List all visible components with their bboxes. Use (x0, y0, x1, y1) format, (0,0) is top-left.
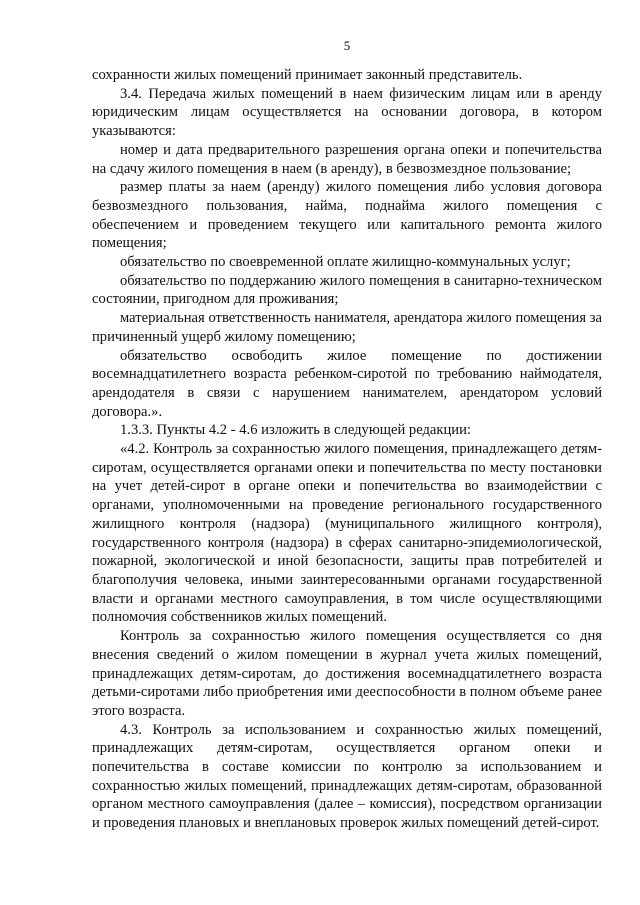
list-item-vacate: обязательство освободить жилое помещение по достижении восемнадцатилетнего возраста ребенком-сиротой по требованию наймодателя, арендодателя в связи с нарушением нанимателем, арендатором условий договора.». (92, 347, 602, 420)
paragraph-3-4: 3.4. Передача жилых помещений в наем физическим лицам или в аренду юридическим лицам осуществляется на основании договора, в котором указываются: (92, 85, 602, 140)
list-item-maintenance: обязательство по поддержанию жилого помещения в санитарно-техническом состоянии, пригодном для проживания; (92, 272, 602, 308)
paragraph-1-3-3: 1.3.3. Пункты 4.2 - 4.6 изложить в следующей редакции: (120, 422, 471, 439)
page-number: 5 (343, 38, 351, 53)
list-item-payment: размер платы за наем (аренду) жилого помещения либо условия договора безвозмездного пользования, найма, поднайма жилого помещения с обеспечением и проведением текущего или капитального ремонта жилого помещения; (92, 179, 602, 252)
list-item-liability: материальная ответственность нанимателя, арендатора жилого помещения за причиненный ущерб жилому помещению; (92, 310, 602, 345)
list-item-permission: номер и дата предварительного разрешения органа опеки и попечительства на сдачу жилого помещения в наем (в аренду), в безвозмездное пользование; (92, 141, 602, 177)
paragraph-continuation: сохранности жилых помещений принимает законный представитель. (92, 67, 523, 83)
paragraph-4-2: «4.2. Контроль за сохранностью жилого помещения, принадлежащего детям-сиротам, осуществляется органами опеки и попечительства по месту постановки на учет детей-сирот в органе опеки и попечительства во взаимодействии с органами, уполномоченными на проведение регионального государственного жилищного контроля (надзора) (муниципального жилищного контроля), государственного контроля (надзора) в сферах санитарно-эпидемиологической, пожарной, экологической и иной безопасности, защиты прав потребителей и благополучия человека, иными заинтересованными органами государственной власти и органами местного самоуправления, в том числе осуществляющими полномочия собственников жилых помещений. (92, 441, 602, 626)
paragraph-4-3: 4.3. Контроль за использованием и сохранностью жилых помещений, принадлежащих детям-сиротам, осуществляется органом опеки и попечительства в составе комиссии по контролю за использованием и сохранностью жилых помещений, принадлежащих детям-сиротам, образованной органом местного самоуправления (далее – комиссия), посредством организации и проведения плановых и внеплановых проверок жилых помещений детей-сирот. (92, 721, 602, 832)
paragraph-control-period: Контроль за сохранностью жилого помещения осуществляется со дня внесения сведений о жилом помещении в журнал учета жилых помещений, принадлежащих детям-сиротам, до достижения восемнадцатилетнего возраста детьми-сиротами либо приобретения ими дееспособности в полном объеме ранее этого возраста. (92, 628, 602, 719)
list-item-utilities: обязательство по своевременной оплате жилищно-коммунальных услуг; (120, 254, 571, 271)
document-body (92, 66, 602, 833)
